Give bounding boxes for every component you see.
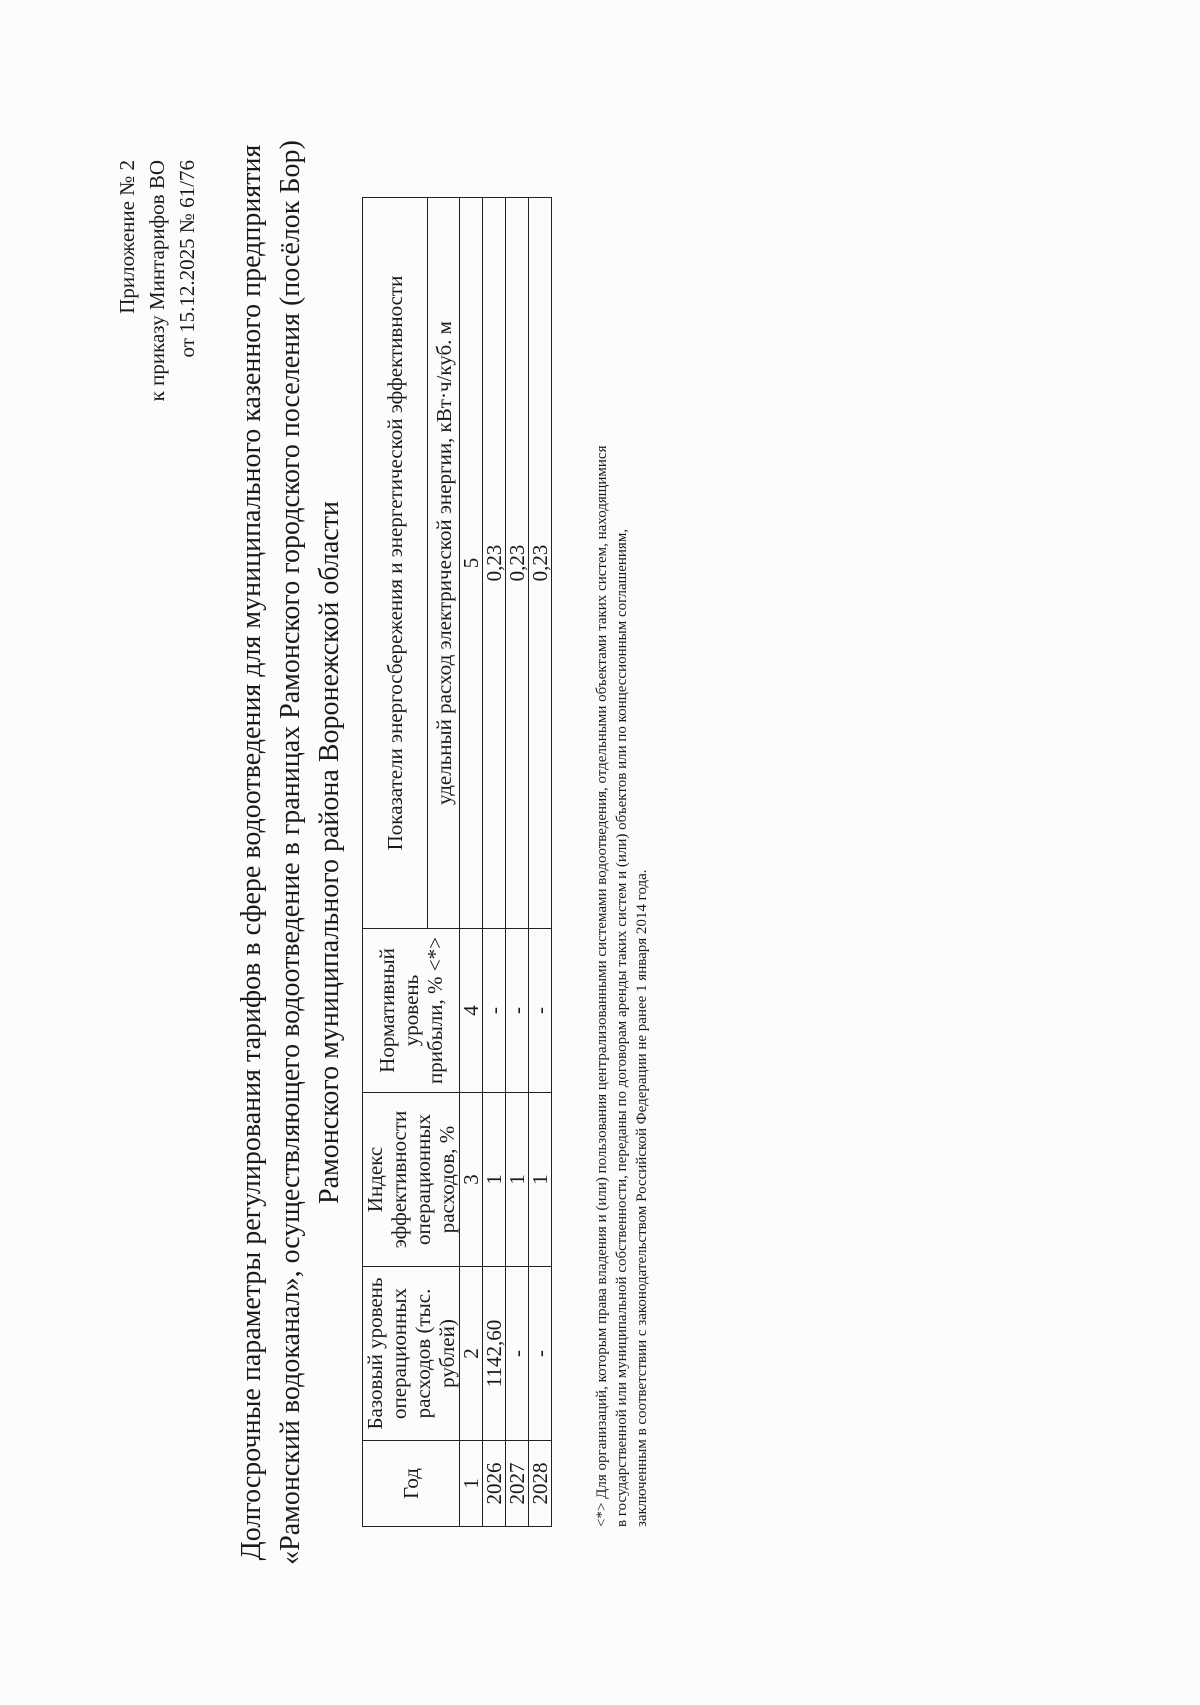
- column-number-row: [460, 198, 483, 1527]
- column-number: 5: [460, 198, 483, 929]
- footnote: [592, 187, 652, 1527]
- table-header-row: [363, 198, 428, 1527]
- table-row: [506, 198, 529, 1527]
- appendix-reference: [112, 160, 202, 401]
- parameters-table: [362, 197, 552, 1527]
- table-row: [483, 198, 506, 1527]
- title-line-1: Долгосрочные параметры регулирования тарифов в сфере водоотведения для муниципального казенного предприятия: [236, 144, 267, 1561]
- cell-normative-profit: -: [529, 929, 552, 1093]
- appendix-line-1: Приложение № 2: [115, 160, 139, 314]
- document-title: [232, 0, 349, 1705]
- table-row: [529, 198, 552, 1527]
- cell-year: 2026: [483, 1441, 506, 1527]
- cell-energy-consumption: 0,23: [483, 198, 506, 929]
- column-number: 2: [460, 1267, 483, 1441]
- header-normative-profit: Нормативный уровень прибыли, % <*>: [363, 929, 460, 1093]
- appendix-line-2: к приказу Минтарифов ВО: [145, 160, 169, 402]
- column-number: 1: [460, 1441, 483, 1527]
- column-number: 4: [460, 929, 483, 1093]
- footnote-line-3: заключенным в соответствии с законодательством Российской Федерации не ранее 1 января 2014 года.: [634, 869, 650, 1527]
- footnote-line-1: <*> Для организаций, которым права владения и (или) пользования централизованными системами водоотведения, отдельными объектами таких систем, находящимися: [594, 445, 610, 1527]
- cell-year: 2027: [506, 1441, 529, 1527]
- cell-efficiency-index: 1: [529, 1093, 552, 1267]
- title-line-2: «Рамонский водоканал», осуществляющего водоотведение в границах Рамонского городского поселения (посёлок Бор): [275, 140, 306, 1565]
- cell-base-opex: 1142,60: [483, 1267, 506, 1441]
- cell-base-opex: -: [506, 1267, 529, 1441]
- cell-efficiency-index: 1: [483, 1093, 506, 1267]
- header-energy-group: Показатели энергосбережения и энергетической эффективности: [363, 198, 428, 929]
- cell-energy-consumption: 0,23: [506, 198, 529, 929]
- column-number: 3: [460, 1093, 483, 1267]
- cell-energy-consumption: 0,23: [529, 198, 552, 929]
- header-efficiency-index: Индекс эффективности операционных расходов, %: [363, 1093, 460, 1267]
- footnote-line-2: в государственной или муниципальной собственности, переданы по договорам аренды таких систем и (или) объектов или по концессионным соглашениям,: [614, 528, 630, 1527]
- cell-normative-profit: -: [483, 929, 506, 1093]
- cell-base-opex: -: [529, 1267, 552, 1441]
- appendix-line-3: от 15.12.2025 № 61/76: [175, 160, 199, 358]
- title-line-3: Рамонского муниципального района Воронежской области: [314, 501, 345, 1204]
- header-energy-consumption: удельный расход электрической энергии, кВт·ч/куб. м: [428, 198, 460, 929]
- cell-normative-profit: -: [506, 929, 529, 1093]
- cell-efficiency-index: 1: [506, 1093, 529, 1267]
- cell-year: 2028: [529, 1441, 552, 1527]
- header-base-opex: Базовый уровень операционных расходов (тыс. рублей): [363, 1267, 460, 1441]
- header-year: Год: [363, 1441, 460, 1527]
